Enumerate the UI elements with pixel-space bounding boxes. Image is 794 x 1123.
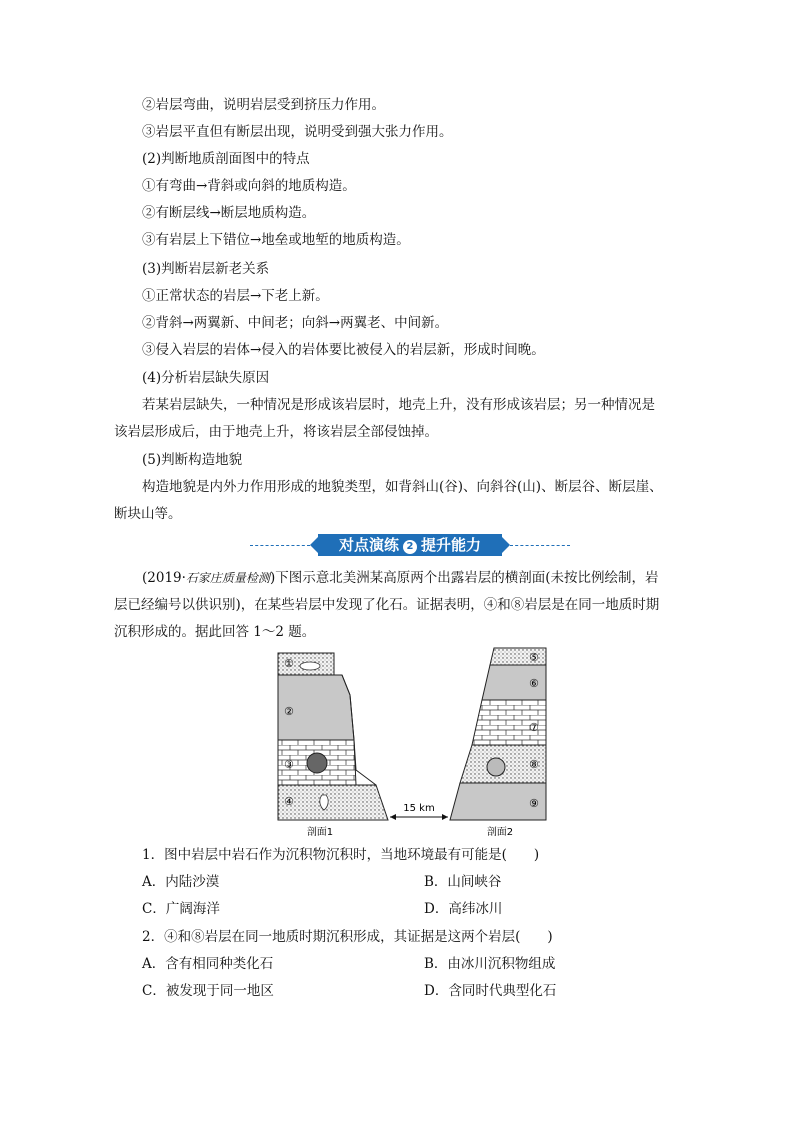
layer-label: ③ (284, 758, 294, 771)
distance-label: 15 km (403, 803, 435, 814)
layer-label: ⑥ (529, 677, 539, 690)
option-2a[interactable]: A．含有相同种类化石 (142, 956, 274, 972)
fish-fossil-icon (300, 662, 320, 670)
layer-label: ④ (284, 795, 294, 808)
fossil-icon (307, 753, 327, 773)
distance-indicator (390, 803, 448, 820)
banner-right-text: 提升能力 (421, 536, 482, 554)
paragraph-line: 断块山等。 (114, 506, 182, 522)
option-2b[interactable]: B．由冰川沉积物组成 (424, 956, 556, 972)
banner-dash-right (510, 545, 570, 546)
text-line: ②背斜→两翼新、中间老；向斜→两翼老、中间新。 (142, 315, 449, 331)
banner-arrow-left (310, 537, 318, 553)
banner-box (318, 534, 502, 556)
paragraph-line: 构造地貌是内外力作用形成的地貌类型，如背斜山(谷)、向斜谷(山)、断层谷、断层崖、 (142, 479, 663, 495)
layer-label: ⑨ (529, 797, 539, 810)
option-2c[interactable]: C．被发现于同一地区 (142, 983, 274, 999)
paragraph-line: 若某岩层缺失，一种情况是形成该岩层时，地壳上升，没有形成该岩层；另一种情况是 (142, 397, 655, 413)
layer-label: ⑤ (529, 651, 539, 664)
section-heading: (4)分析岩层缺失原因 (142, 370, 270, 386)
text-line: ③岩层平直但有断层出现，说明受到强大张力作用。 (142, 124, 453, 140)
caption-profile-2: 剖面2 (486, 827, 514, 838)
option-1c[interactable]: C．广阔海洋 (142, 901, 220, 917)
option-1a[interactable]: A．内陆沙漠 (142, 874, 220, 890)
section-heading: (5)判断构造地貌 (142, 452, 243, 468)
layer-label: ⑧ (529, 758, 539, 771)
paragraph-line: 该岩层形成后，由于地壳上升，将该岩层全部侵蚀掉。 (114, 424, 438, 440)
text-line: ②有断层线→断层地质构造。 (142, 205, 316, 221)
text-line: ①有弯曲→背斜或向斜的地质构造。 (142, 178, 356, 194)
geologic-cross-section-figure (270, 645, 560, 840)
question-2-stem: 2．④和⑧岩层在同一地质时期沉积形成，其证据是这两个岩层( ) (142, 929, 553, 945)
banner-dash-left (250, 545, 310, 546)
section-heading: (3)判断岩层新老关系 (142, 261, 270, 277)
intro-line: 层已经编号以供识别)，在某些岩层中发现了化石。证据表明，④和⑧岩层是在同一地质时期 (114, 597, 660, 613)
question-1-stem: 1．图中岩层中岩石作为沉积物沉积时，当地环境最有可能是( ) (142, 847, 540, 863)
text-line: ②岩层弯曲，说明岩层受到挤压力作用。 (142, 97, 385, 113)
caption-profile-1: 剖面1 (306, 827, 334, 838)
text-line: ③有岩层上下错位→地垒或地堑的地质构造。 (142, 232, 410, 248)
layer-label: ① (284, 657, 294, 670)
layer-4 (278, 785, 388, 820)
text-line: ③侵入岩层的岩体→侵入的岩体要比被侵入的岩层新，形成时间晚。 (142, 342, 545, 358)
section-heading: (2)判断地质剖面图中的特点 (142, 151, 310, 167)
text-line: ①正常状态的岩层→下老上新。 (142, 288, 329, 304)
option-1b[interactable]: B．山间峡谷 (424, 874, 502, 890)
profile-1 (278, 653, 388, 820)
banner-arrow-right (502, 537, 510, 553)
profile-2 (450, 648, 546, 820)
section-banner (250, 534, 570, 558)
fossil-icon (487, 758, 505, 776)
intro-line: 沉积形成的。据此回答 1～2 题。 (114, 624, 316, 640)
option-1d[interactable]: D．高纬冰川 (424, 901, 503, 917)
layer-label: ② (284, 705, 294, 718)
option-2d[interactable]: D．含同时代典型化石 (424, 983, 557, 999)
intro-line: (2019·石家庄质量检测)下图示意北美洲某高原两个出露岩层的横剖面(未按比例绘制，岩 (142, 570, 659, 586)
source-label: 石家庄质量检测 (185, 571, 270, 585)
banner-number: 2 (403, 540, 417, 554)
banner-left-text: 对点演练 (338, 536, 399, 554)
layer-label: ⑦ (529, 721, 539, 734)
